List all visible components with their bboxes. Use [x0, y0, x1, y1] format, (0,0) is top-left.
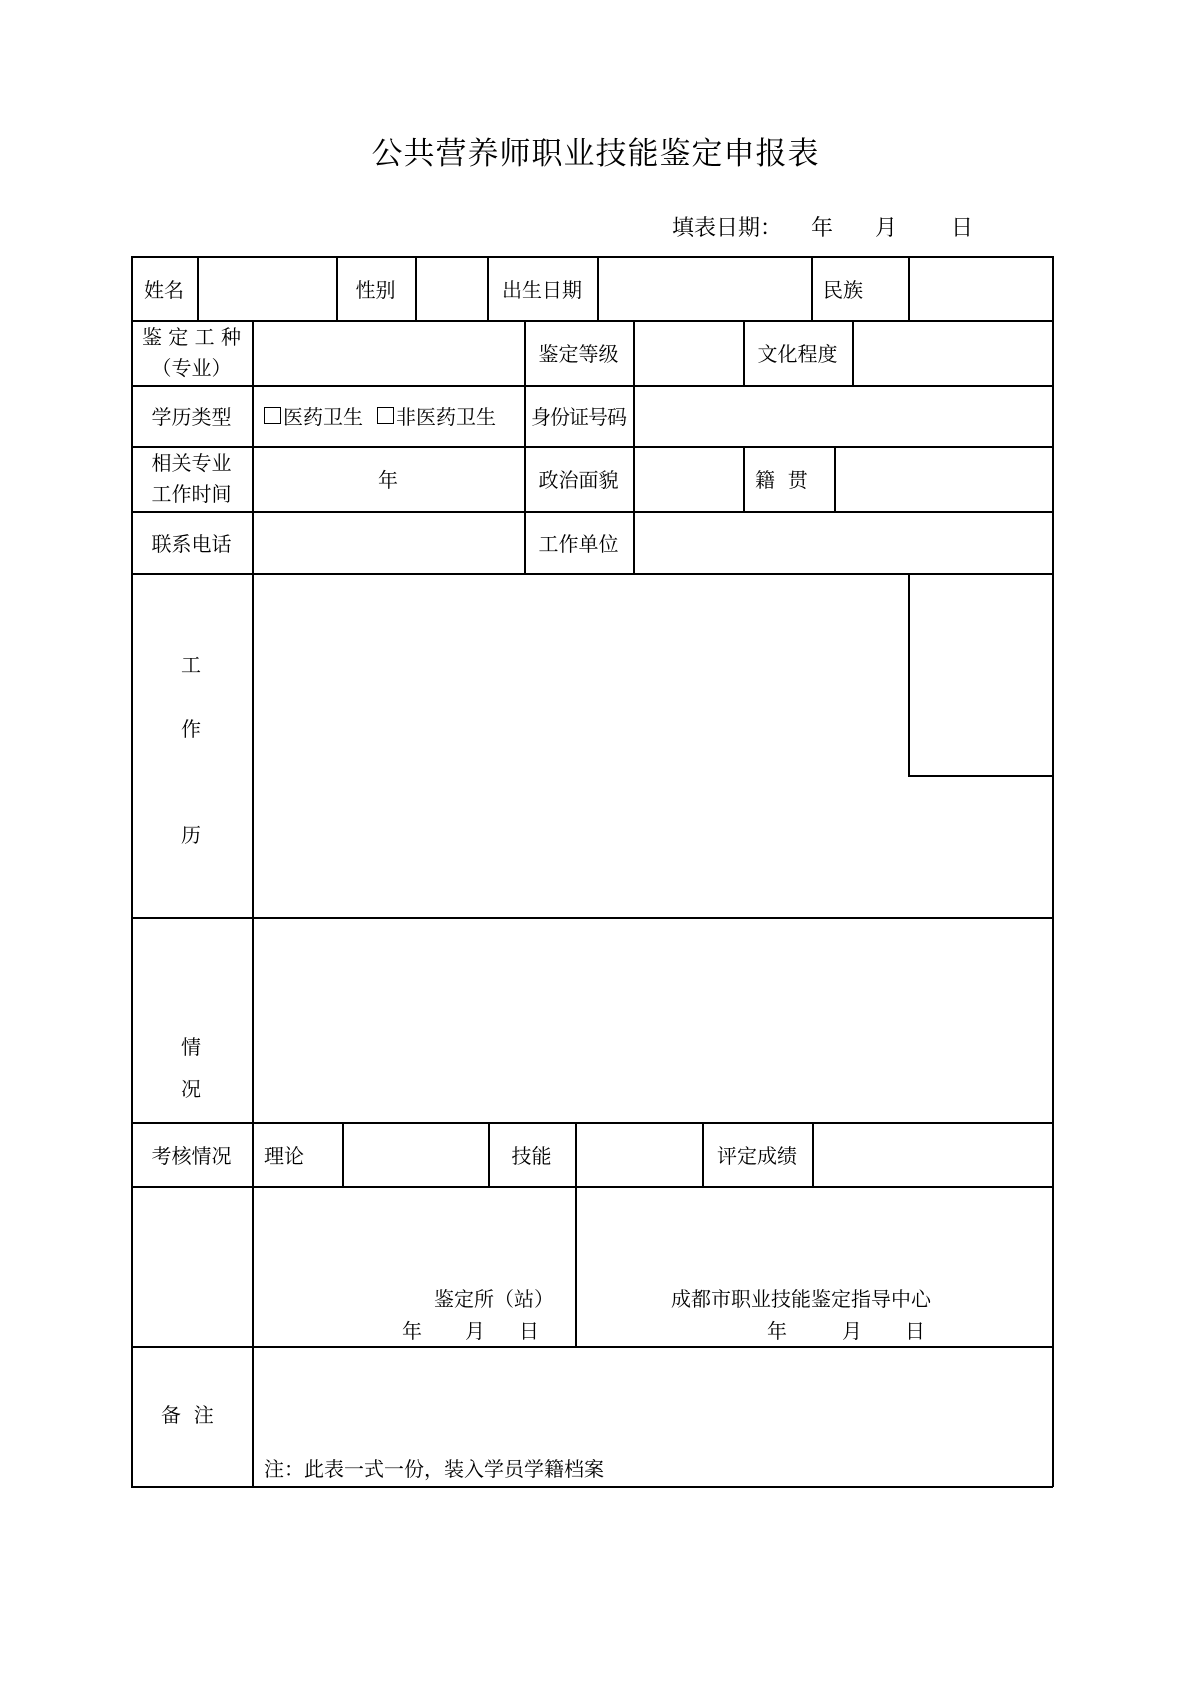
- birth-date-field[interactable]: [597, 256, 811, 320]
- appraisal-job-label-line2: （专业）: [151, 355, 232, 380]
- employer-label: 工作单位: [538, 531, 619, 556]
- gender-field[interactable]: [415, 256, 487, 320]
- appraisal-level-label: 鉴定等级: [538, 342, 619, 366]
- education-level-label: 文化程度: [757, 342, 838, 366]
- remarks-note: 注：此表一式一份，装入学员学籍档案: [264, 1457, 604, 1481]
- appraisal-job-label-line1: 鉴 定 工 种: [141, 324, 242, 349]
- fill-date-label: 填表日期：: [672, 216, 783, 241]
- fill-date-year: 年: [811, 216, 834, 241]
- political-status-field[interactable]: [633, 446, 743, 511]
- guidance-center-label: 成都市职业技能鉴定指导中心: [671, 1287, 931, 1311]
- rating-field[interactable]: [812, 1122, 1053, 1186]
- work-years-label-line2: 工作时间: [151, 481, 232, 506]
- fill-date-day: 日: [951, 216, 974, 241]
- education-type-options: [252, 385, 524, 446]
- phone-field[interactable]: [252, 511, 524, 573]
- work-history-char-4: 情: [181, 1035, 201, 1059]
- work-years-label-line1: 相关专业: [151, 450, 232, 475]
- station-date-month: 月: [465, 1319, 485, 1343]
- remarks-label: 备 注: [161, 1403, 214, 1427]
- non-medical-option-label: 非医药卫生: [396, 405, 496, 429]
- native-place-field[interactable]: [834, 446, 1053, 511]
- employer-field[interactable]: [633, 511, 1053, 573]
- work-history-char-5: 况: [181, 1077, 201, 1101]
- ethnicity-field[interactable]: [908, 256, 1053, 320]
- photo-box: [908, 573, 1053, 775]
- work-situation-field[interactable]: [252, 917, 1053, 1122]
- native-place-label: 籍 贯: [755, 468, 808, 492]
- station-date-day: 日: [519, 1319, 539, 1343]
- fill-date-month: 月: [875, 216, 898, 241]
- center-date-month: 月: [842, 1319, 862, 1343]
- id-number-label: 身份证号码: [531, 405, 626, 429]
- assessment-label: 考核情况: [151, 1143, 232, 1168]
- appraisal-level-field[interactable]: [633, 320, 743, 385]
- station-date-year: 年: [402, 1319, 422, 1343]
- form-title: 公共营养师职业技能鉴定申报表: [371, 136, 820, 172]
- application-form-table: [131, 256, 1053, 1486]
- political-status-label: 政治面貌: [538, 468, 619, 492]
- phone-label: 联系电话: [151, 531, 232, 556]
- work-history-char-2: 作: [181, 717, 201, 741]
- ethnicity-label: 民族: [823, 277, 863, 302]
- center-date-day: 日: [905, 1319, 925, 1343]
- theory-label: 理论: [264, 1143, 304, 1168]
- work-history-char-3: 历: [181, 823, 201, 847]
- row-divider: [131, 1186, 1053, 1188]
- id-number-field[interactable]: [633, 385, 1053, 446]
- theory-score-field[interactable]: [342, 1122, 488, 1186]
- work-years-label: [131, 446, 252, 511]
- appraisal-job-field[interactable]: [252, 320, 524, 385]
- education-level-field[interactable]: [852, 320, 1053, 385]
- work-history-char-1: 工: [181, 653, 201, 677]
- appraisal-job-label: [131, 320, 252, 385]
- name-field[interactable]: [197, 256, 336, 320]
- name-label: 姓名: [144, 277, 184, 302]
- skill-label: 技能: [511, 1143, 552, 1168]
- gender-label: 性别: [355, 277, 396, 302]
- work-history-field[interactable]: [252, 573, 908, 917]
- birth-date-label: 出生日期: [502, 277, 582, 302]
- work-years-field[interactable]: [252, 446, 524, 511]
- table-border-bottom: [131, 1486, 1053, 1488]
- rating-label: 评定成绩: [717, 1143, 797, 1168]
- skill-score-field[interactable]: [575, 1122, 702, 1186]
- work-years-unit: 年: [378, 468, 398, 492]
- medical-option-label: 医药卫生: [283, 405, 363, 429]
- non-medical-checkbox[interactable]: [377, 407, 394, 424]
- center-date-year: 年: [767, 1319, 787, 1343]
- appraisal-station-label: 鉴定所（站）: [434, 1287, 554, 1311]
- education-type-label: 学历类型: [151, 405, 232, 429]
- col-divider: [575, 1186, 577, 1347]
- photo-box-bottom: [908, 775, 1053, 777]
- medical-checkbox[interactable]: [264, 407, 281, 424]
